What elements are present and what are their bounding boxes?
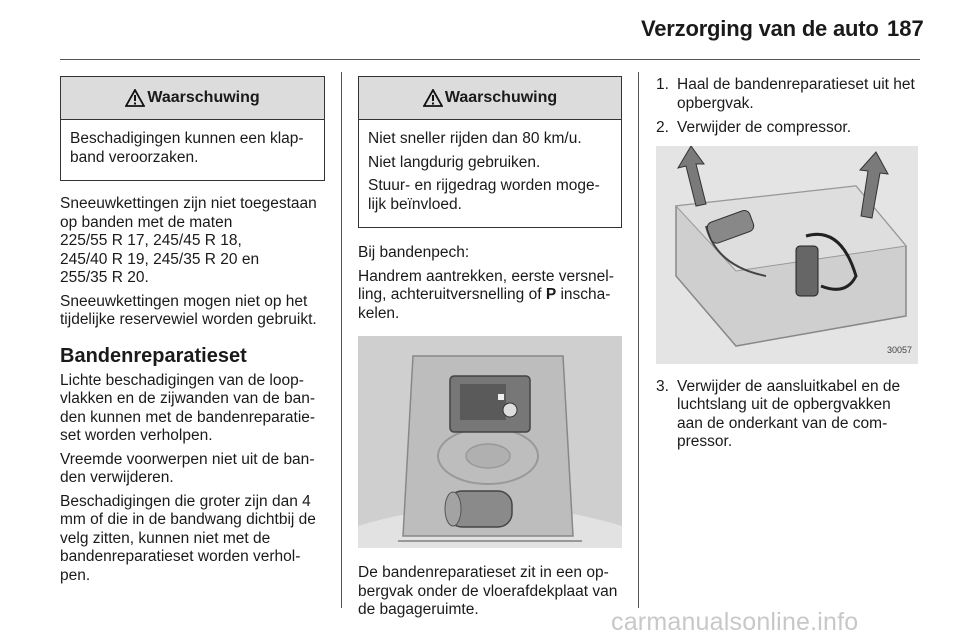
warning-line: Niet sneller rijden dan 80 km/u. xyxy=(368,130,582,147)
snow-chains-line: Sneeuwkettingen zijn niet toegestaan xyxy=(60,195,317,212)
warning-title: Waarschuwing xyxy=(147,88,260,106)
warning-body xyxy=(359,120,621,227)
snow-chains-line: op banden met de maten xyxy=(60,213,233,231)
warning-triangle-icon xyxy=(125,89,145,107)
kit-location-caption: De bandenreparatieset zit in een opbergvak onder de vloerafdekplaat van de bagageruimte. xyxy=(358,564,618,618)
step-text: Verwijder de aansluitkabel en de luchtslang uit de opbergvakken aan de onderkant van de compressor. xyxy=(677,377,901,450)
puncture-text: Handrem aantrekken, eerste versnelling, achteruitversnelling of xyxy=(358,267,614,303)
warning-header xyxy=(61,77,324,120)
middle-column xyxy=(358,76,622,625)
warning-box-speed xyxy=(358,76,622,228)
warning-line: Niet langdurig gebruiken. xyxy=(368,153,541,171)
step-2 xyxy=(656,119,918,138)
left-column xyxy=(60,76,325,590)
spare-wheel-note: Sneeuwkettingen mogen niet op het tijdelijke reservewiel worden gebruikt. xyxy=(60,292,317,328)
puncture-text: inschakelen. xyxy=(358,286,611,322)
puncture-label: Bij bandenpech: xyxy=(358,244,470,261)
step-text: Haal de bandenreparatieset uit het opbergvak. xyxy=(677,76,915,112)
step-text: Verwijder de compressor. xyxy=(677,119,852,136)
snow-chains-line: 245/40 R 19, 245/35 R 20 en xyxy=(60,250,260,268)
warning-triangle-icon xyxy=(423,89,443,107)
foreign-objects-paragraph: Vreemde voorwerpen niet uit de banden verwijderen. xyxy=(60,450,315,486)
page-number: 187 xyxy=(887,16,924,41)
compressor-removal-illustration xyxy=(656,146,918,364)
damage-limit-paragraph: Beschadigingen die groter zijn dan 4 mm of die in de bandwang dichtbij de velg zitten, kunnen niet met de bandenreparatieset worden verholpen. xyxy=(60,492,316,584)
warning-text: Beschadigingen kunnen een klapband veroorzaken. xyxy=(70,130,304,166)
gear-p-label: P xyxy=(545,286,557,303)
step-3 xyxy=(656,378,918,452)
step-number: 2. xyxy=(656,119,669,136)
column-divider-left xyxy=(341,72,342,608)
right-column xyxy=(656,76,918,458)
header-rule xyxy=(60,59,920,60)
warning-box-tire xyxy=(60,76,325,181)
column-divider-right xyxy=(638,72,639,608)
section-title: Bandenreparatieset xyxy=(60,344,247,367)
repair-kit-paragraph: Lichte beschadigingen van de loopvlakken en de zijwanden van de banden kunnen met de bandenreparatieset worden verholpen. xyxy=(60,371,316,444)
warning-body xyxy=(61,120,324,180)
step-number: 1. xyxy=(656,76,669,93)
step-1 xyxy=(656,76,918,113)
snow-chains-text xyxy=(60,195,325,288)
warning-line: Stuur- en rijgedrag worden mogelijk beïnvloed. xyxy=(368,177,600,213)
page-header-title: Verzorging van de auto xyxy=(641,16,879,41)
warning-title: Waarschuwing xyxy=(444,88,558,106)
trunk-storage-drawing xyxy=(358,336,622,548)
trunk-kit-illustration xyxy=(358,336,622,548)
snow-chains-line: 255/35 R 20. xyxy=(60,269,149,286)
watermark: carmanualsonline.info xyxy=(611,608,859,636)
puncture-instructions xyxy=(358,268,622,324)
compressor-drawing xyxy=(656,146,918,364)
step-number: 3. xyxy=(656,377,669,395)
image-code: 30057 xyxy=(886,345,912,355)
snow-chains-line: 225/55 R 17, 245/45 R 18, xyxy=(60,232,242,249)
warning-header xyxy=(359,77,621,120)
